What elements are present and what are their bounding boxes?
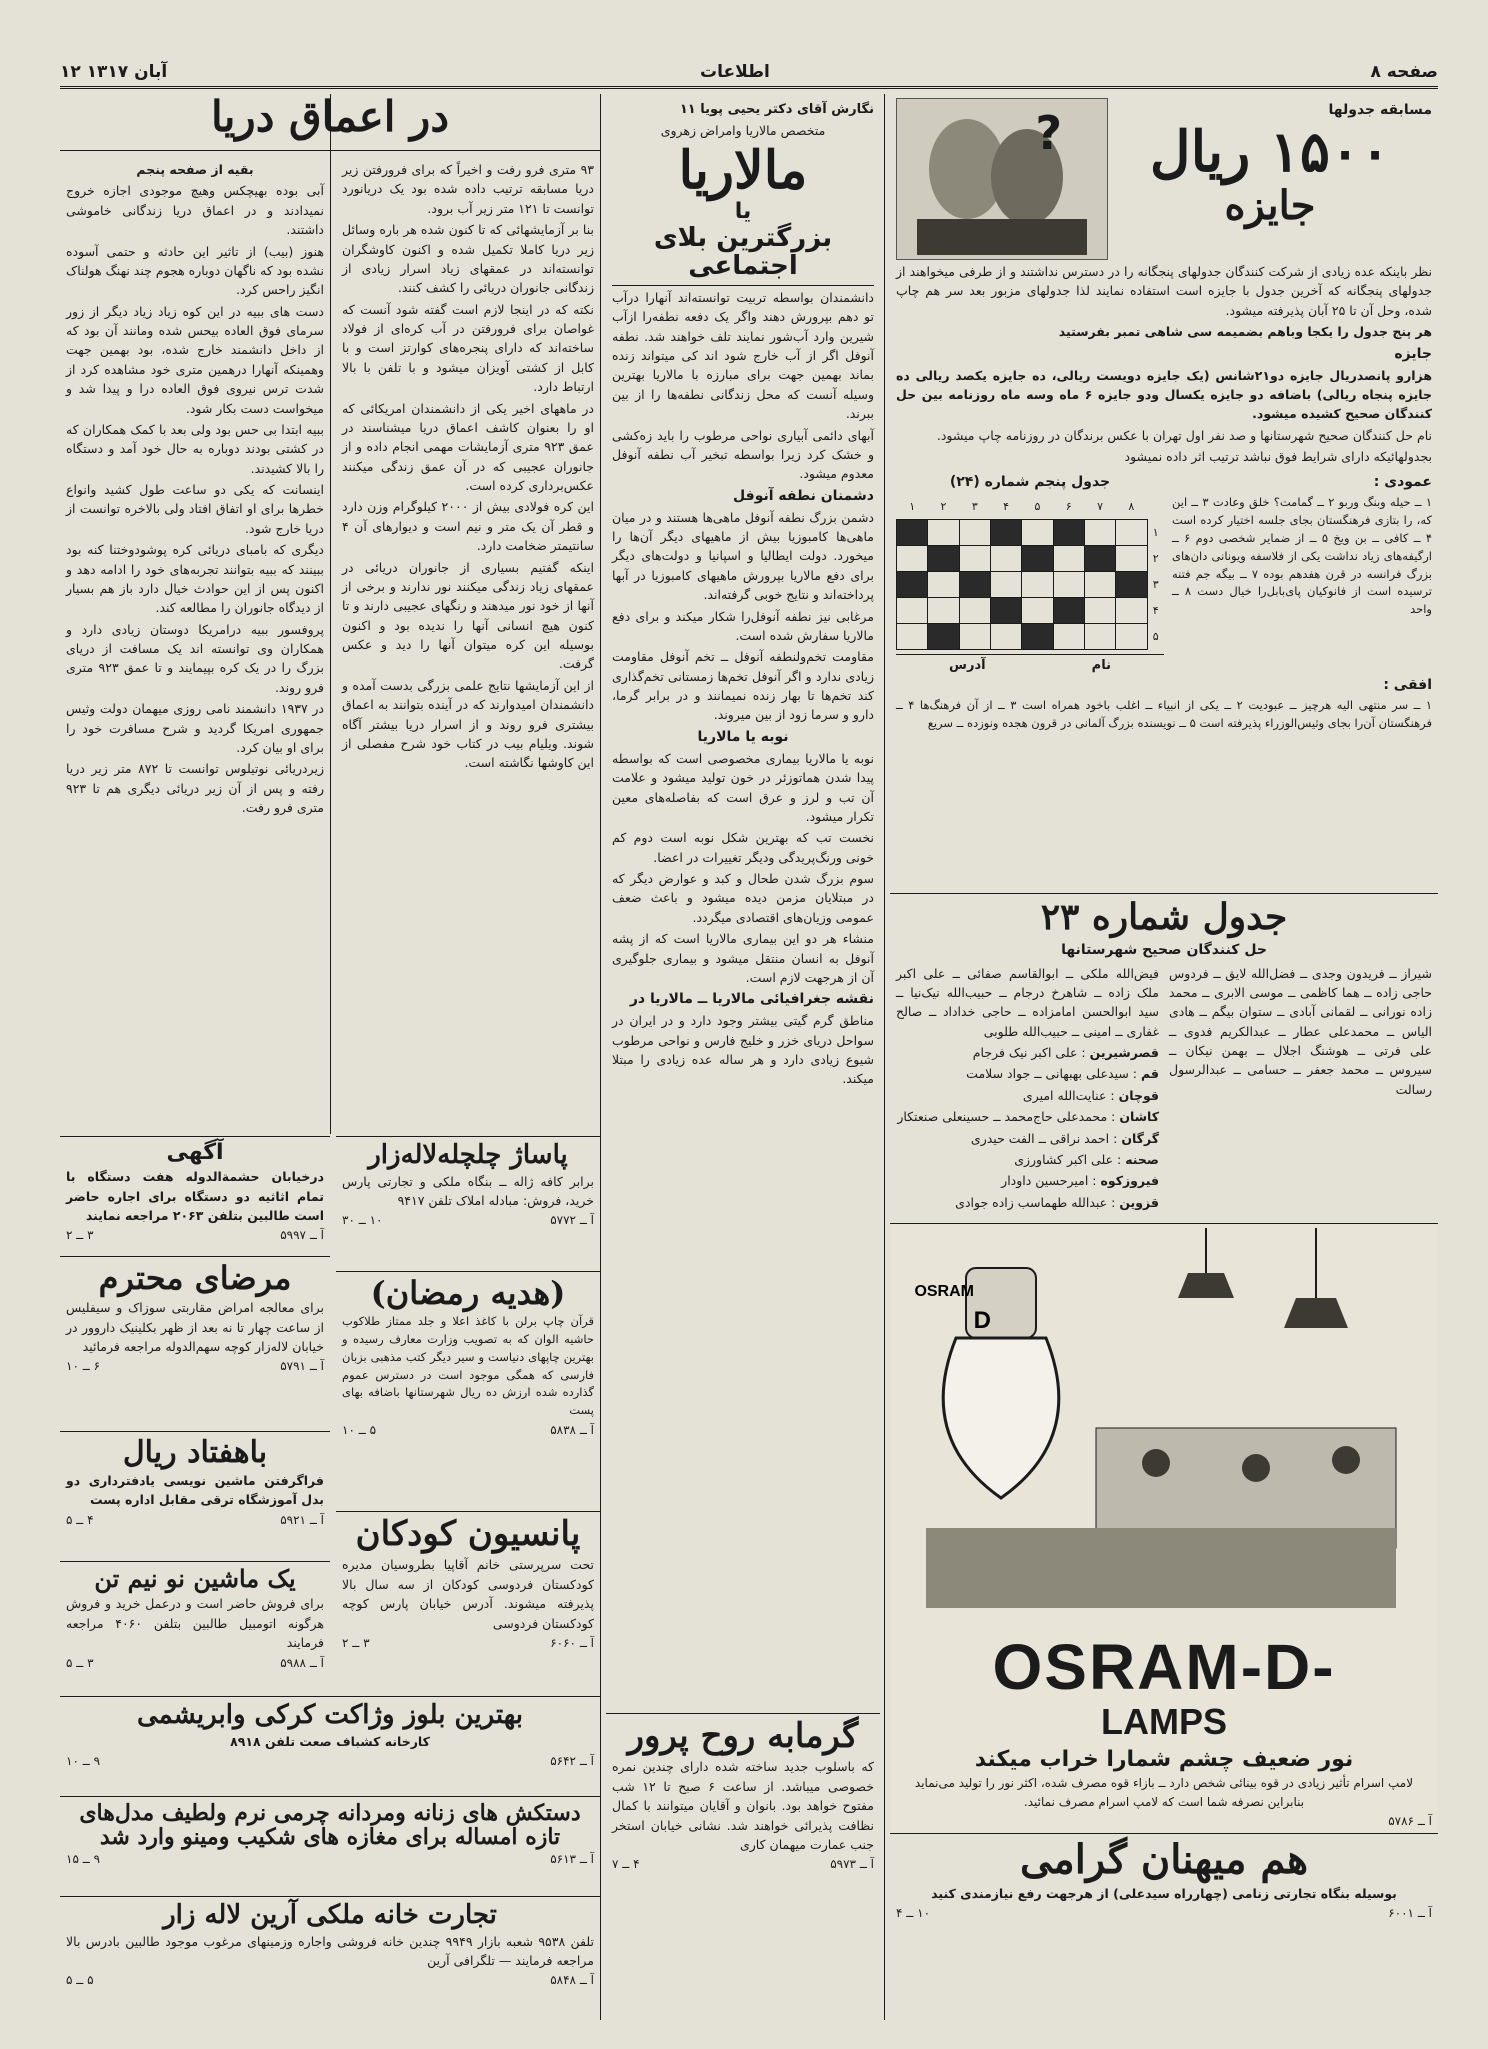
grid-row-number: ۱ bbox=[1152, 525, 1159, 539]
gloves-ad bbox=[60, 1797, 600, 1897]
solvers-list: جدول شماره ۲۳ حل کنندگان صحیح شهرستانها شیراز ــ فریدون وجدی ــ فضل‌الله لایق ــ فردوس حاجی زاده ــ هما کاظمی ــ موسی الابری ــ محمد زاده نورانی ــ لقمانی آبادی ــ ستوان بیگم ــ هادی الیاس ــ محمدعلی عطار ــ عبدالکریم فدوی ــ علی فرتی ــ هوشنگ اجلال ــ بهمن نیکان ــ سیروس ــ محمد جعفر ــ حسامی ــ عبدالرسول رسالت فیض‌الله ملکی ــ ابوالقاسم صفائی ــ علی اکبر ملک زاده ــ شاهرخ درجام ــ حبیب‌الله نیک‌نیا ــ سید ابوالحسن امامزاده ــ حاجی خداداد ــ صالح غفاری ــ امینی ــ حبیب‌الله طلوبی قصرشیرین : علی اکبر نیک فرجام قم : سیدعلی بهبهانی ــ جواد سلامت قوچان : عنایت‌الله امیری کاشان : محمدعلی حاج‌محمد ــ حسینعلی صنعتکار گرگان : احمد نراقی ــ الفت حیدری صحنه : علی اکبر کشاورزی فیروزکوه : امیرحسین داودار قزوین : عبدالله طهماسب زاده جوادی bbox=[890, 894, 1438, 1224]
city-solvers: محمدعلی حاج‌محمد ــ حسینعلی صنعتکار bbox=[897, 1109, 1108, 1125]
passage-body: برابر کافه ژاله ــ بنگاه ملکی و تجارتی پارس خرید، فروش: مبادله املاک تلفن ۹۴۱۷ bbox=[342, 1173, 594, 1208]
grid-black-cell bbox=[1053, 597, 1084, 623]
grid-cell[interactable] bbox=[928, 571, 959, 597]
solvers-title: جدول شماره ۲۳ bbox=[1040, 896, 1288, 938]
car-title: یک ماشین نو نیم تن bbox=[94, 1564, 296, 1593]
paragraph: این کره فولادی بیش از ۲۰۰۰ کیلوگرام وزن دارد و قطر آن یک متر و نیم است و دیوارهای آن ۴ سانتیمتر ضخامت دارد. bbox=[342, 499, 594, 554]
bazaar-title: هم میهنان گرامی bbox=[1019, 1836, 1309, 1883]
city-solvers: احمد نراقی ــ الفت حیدری bbox=[970, 1130, 1110, 1146]
prize-text: هزارو پانصدریال جایزه دو۲۱شانس (یک جایزه دویست ریالی، ده جایزه یکصد ریالی ده جایزه پنجاه ریالی) باضافه دو جایزه یکسال ودو جایزه ۶ ماه وسه ماه روزنامه بین حل کنندگان صحیح کشیده میشود. bbox=[896, 367, 1432, 422]
bottom-ads bbox=[60, 1696, 600, 2017]
bazaar-body: بوسیله بنگاه تجارتی زنامی (چهارراه سیدعلی) از هرجهت رفع نیازمندی کنید bbox=[931, 1886, 1397, 1901]
grid-black-cell bbox=[990, 519, 1021, 545]
grid-column-number: ۷ bbox=[1097, 500, 1104, 514]
section-heading: دشمنان نطفه آنوفل bbox=[733, 487, 874, 504]
city-solvers: سیدعلی بهبهانی ــ جواد سلامت bbox=[966, 1066, 1129, 1082]
grid-black-cell bbox=[990, 597, 1021, 623]
grid-column-number: ۸ bbox=[1128, 500, 1135, 514]
paragraph: مناطق گرم گیتی بیشتر وجود دارد و در ایران در سواحل دریای خزر و خلیج فارس و نواحی مرطوب شیوع زیادی دارد و هر ساله عده زیادی را مبتلا میکند. bbox=[612, 1013, 874, 1087]
blouse-ad bbox=[60, 1697, 600, 1797]
grid-title: جدول پنجم شماره (۲۴) bbox=[949, 474, 1111, 491]
grid-column-number: ۳ bbox=[971, 500, 978, 514]
grid-column-number: ۵ bbox=[1034, 500, 1041, 514]
prize-amount: ۱۵۰۰ ریال bbox=[1149, 119, 1391, 185]
city-name: قصرشیرین bbox=[1089, 1045, 1159, 1061]
grid-cell[interactable] bbox=[1053, 571, 1084, 597]
ad-phone: آ ــ ۵۹۷۳ bbox=[830, 1857, 874, 1872]
grid-black-cell bbox=[1022, 545, 1053, 571]
osram-headline: نور ضعیف چشم شمارا خراب میکند bbox=[974, 1746, 1354, 1772]
grid-cell[interactable] bbox=[897, 597, 928, 623]
column-rule bbox=[884, 94, 885, 2020]
ramadan-body: قرآن چاپ برلن با کاغذ اعلا و جلد ممتاز طلاکوب حاشیه الوان که به تصویب وزارت معارف رسیده و بهترین چاپهای دنیاست و سیر دیگر کتب مذهبی بزبان فارسی که همگی موجود است در دسترس عموم گذارده شده ارزش ده ریال شهرستانها باضافه بهای پست bbox=[342, 1314, 594, 1418]
city-name: قم bbox=[1141, 1066, 1159, 1082]
seventy-title: باهفتاد ریال bbox=[122, 1435, 268, 1470]
paragraph: از این آزمایشها نتایج علمی بزرگی بدست آمده و دانشمندان امیدوارند که در آینده بتوانند به اعماق بیشتری فرو روند و از اسرار دریا بیشتر آگاه شوند. ویلیام بیب در کتاب خود شرح مفصلی از این کاوشها نگاشته است. bbox=[342, 677, 594, 771]
paragraph: اینسانت که یکی دو ساعت طول کشید وانواع خطرها برای او اتفاق افتاد ولی بالاخره توانست از دریا خارج شود. bbox=[66, 482, 324, 536]
paragraph: منشاء هر دو این بیماری مالاریا است که از پشه آنوفل به انسان منتقل میشود و بیماری جلوگیری آن از هرجهت لازم است. bbox=[612, 931, 874, 985]
grid-cell[interactable] bbox=[1022, 571, 1053, 597]
masthead: اطلاعات bbox=[700, 62, 770, 82]
grid-cell[interactable] bbox=[1116, 597, 1147, 623]
article-subtitle: بزرگترین بلای اجتماعی bbox=[612, 224, 874, 286]
ad-ref: ۵ ــ ۵ bbox=[66, 1973, 94, 1988]
article-specialty: متخصص مالاریا وامراض زهروی bbox=[660, 123, 826, 138]
ad-ref: ۶ ــ ۱۰ bbox=[66, 1359, 101, 1374]
grid-cell[interactable] bbox=[1022, 519, 1053, 545]
svg-text:?: ? bbox=[1035, 106, 1062, 160]
grid-cell[interactable] bbox=[1022, 597, 1053, 623]
grid-cell[interactable] bbox=[897, 545, 928, 571]
ad-ref: ۴ ــ ۷ bbox=[612, 1857, 640, 1872]
city-name: قزوین bbox=[1119, 1194, 1159, 1210]
bulb-label: OSRAM bbox=[914, 1283, 974, 1300]
arian-title: تجارت خانه ملکی آرین لاله زار bbox=[163, 1900, 497, 1930]
blouse-body: کارخانه کشباف صعت تلفن ۸۹۱۸ bbox=[230, 1733, 430, 1749]
city-name: صحنه bbox=[1125, 1151, 1159, 1167]
grid-cell[interactable] bbox=[1116, 519, 1147, 545]
paragraph: هنوز (بیب) از تاثیر این حادثه و حتمی آسوده نشده بود که ناگهان دوباره هجوم چند نهنگ هولناک انگیز راحس کرد. bbox=[66, 243, 324, 298]
puzzle-contest bbox=[890, 94, 1438, 894]
grid-row-number: ۲ bbox=[1152, 551, 1159, 565]
grid-column-number: ۲ bbox=[940, 500, 947, 514]
city-solvers: عنایت‌الله امیری bbox=[1022, 1087, 1107, 1103]
sea-article-header bbox=[60, 94, 600, 151]
paragraph: آبی بوده بهیچکس وهیچ موجودی اجازه خروج نمیدادند و در اعماق دریا زندگانی خاموشی داشتند. bbox=[66, 183, 324, 238]
ad-phone: آ ــ ۵۸۴۸ bbox=[550, 1973, 594, 1988]
section-heading: نقشه جغرافیائی مالاریا ــ مالاریا در bbox=[629, 991, 874, 1008]
grid-cell[interactable] bbox=[1084, 571, 1115, 597]
ad-ref: ۱۰ ــ ۴ bbox=[896, 1906, 931, 1921]
ad-ref: ۳ ــ ۲ bbox=[342, 1635, 370, 1650]
city-name: کاشان bbox=[1119, 1109, 1159, 1125]
article-byline: نگارش آقای دکتر یحیی پویا ۱۱ bbox=[679, 102, 874, 117]
article-title: مالاریا bbox=[678, 140, 808, 202]
grid-cell[interactable] bbox=[990, 545, 1021, 571]
grid-cell[interactable] bbox=[990, 571, 1021, 597]
grid-black-cell bbox=[1116, 571, 1147, 597]
osram-ad bbox=[890, 1224, 1438, 1834]
column-rule bbox=[600, 94, 601, 2020]
ad-phone: آ ــ ۶۰۰۱ bbox=[1388, 1906, 1432, 1921]
grid-cell[interactable] bbox=[1116, 623, 1147, 649]
page-number: صفحه ۸ bbox=[1370, 62, 1438, 82]
ad-phone: آ ــ ۵۸۳۸ bbox=[550, 1423, 594, 1438]
grid-row-number: ۳ bbox=[1152, 577, 1159, 591]
grid-cell[interactable] bbox=[1084, 597, 1115, 623]
osram-brand: OSRAM-D- bbox=[992, 1631, 1336, 1703]
article-connector: یا bbox=[734, 198, 752, 224]
ramadan-title: (هدیه رمضان) bbox=[370, 1274, 566, 1312]
horizontal-clues: ۱ ــ سر منتهی الیه هرچیز ــ عبودیت ۲ ــ یکی از انبیاء ــ اغلب باخود همراه است ۳ ــ از آن فرهنگ‌ها ۴ ــ فرهنگستان آن‌را بجای وثیس‌الوزراء پذیرفته است ۵ ــ نویسنده بزرگ آلمانی در قرون هجده ونوزده ــ سریع bbox=[896, 697, 1433, 730]
ad-ref: ۱۰ ــ ۳۰ bbox=[342, 1213, 383, 1228]
pension-body: تحت سرپرستی خانم آقاپیا بطروسیان مدیره کودکستان فردوسی کودکان از سه سال بالا پذیرفته میشوند. آدرس خیابان پارس کوچه کودکستان فردوسی bbox=[342, 1557, 594, 1631]
notice-ad bbox=[60, 1137, 330, 1257]
ad-phone: آ ــ ۵۷۷۲ bbox=[550, 1213, 594, 1228]
ad-ref: ۳ ــ ۲ bbox=[66, 1228, 94, 1243]
blouse-title: بهترین بلوز وژاکت کرکی وابریشمی bbox=[137, 1700, 523, 1730]
paragraph: بنا بر آزمایشهائی که تا کنون شده هر باره وسائل زیر دریا کاملا تکمیل شده و اکنون کاوشگران توانسته‌اند در عمقهای زیاد اسرار زیادی از زندگانی جانوران دریائی را کشف کنند. bbox=[342, 222, 594, 296]
grid-cell[interactable] bbox=[928, 519, 959, 545]
grid-cell[interactable] bbox=[928, 597, 959, 623]
crossword-grid bbox=[896, 494, 1164, 650]
paragraph: اینکه گفتیم بسیاری از جانوران دریائی در عمقهای زیاد زندگی میکنند نور ندارند و برخی از آنها از خود نور میدهند و رنگهای عجیبی دارند و تا کنون هیچ انسانی آنها را ندیده بود و اکنون بوسیله این کره میتوان آنها را دید و عکس گرفت. bbox=[342, 559, 594, 672]
grid-row-number: ۴ bbox=[1152, 603, 1159, 617]
paragraph: دست های ببیه در این کوه زیاد زیاد دیگر از زور سرمای فوق العاده بیحس شده ومانند آن بود که از داخل دانشمند خارج شده، بود بهمین جهت وهمینکه آنهارا درهمین متری خود مشاهده کرد از شدت ترس نیروی فوق العاده درا و پیدا شد و میخواست دست بکار شود. bbox=[66, 303, 324, 416]
gloves-title: دستکش های زنانه ومردانه چرمی نرم ولطیف مدل‌های تازه امساله برای مغازه های شکیب ومینو وارد شد bbox=[79, 1800, 581, 1851]
ad-ref: ۴ ــ ۵ bbox=[66, 1512, 94, 1527]
horizontal-heading: افقی : bbox=[1383, 676, 1432, 693]
grid-black-cell bbox=[959, 571, 990, 597]
city-solvers: امیرحسین داودار bbox=[1001, 1173, 1089, 1189]
prize-word: جایزه bbox=[1224, 181, 1316, 229]
paragraph: پروفسور ببیه درامریکا دوستان زیادی دارد و همکاران وی توانسته اند یک مسافت از دریای بزرگ را در یک کره بپیمایند و تا عمق ۹۲۳ متری فرو روند. bbox=[66, 621, 324, 695]
prize-text-2: نام حل کنندگان صحیح شهرستانها و صد نفر اول تهران با عکس برندگان در روزنامه چاپ میشود. bbox=[936, 427, 1432, 443]
paragraph: دشمن بزرگ نطفه آنوفل ماهی‌ها هستند و در میان ماهی‌ها کامبوزیا بیش از ماهیهای دیگر آن‌ها را میخورد. دولت ایطالیا و اسپانیا و دولت‌های دیگر برای دفع مالاریا بپرورش ماهیهای کامبوزیا در آبها پرداخته‌اند و نتایج خوبی گرفته‌اند. bbox=[612, 509, 874, 603]
ad-ref: ۵ ــ ۱۰ bbox=[342, 1423, 377, 1438]
city-solvers: علی اکبر کشاورزی bbox=[1014, 1151, 1114, 1167]
seventy-body: فراگرفتن ماشین نویسی یادفترداری دو بدل آموزشگاه ترقی مقابل اداره پست bbox=[66, 1473, 324, 1508]
ad-phone: آ ــ ۵۷۹۱ bbox=[280, 1359, 324, 1374]
grid-cell[interactable] bbox=[1116, 545, 1147, 571]
grid-cell[interactable] bbox=[1053, 623, 1084, 649]
ad-phone: آ ــ ۵۶۴۲ bbox=[550, 1753, 594, 1768]
notice-body: درخیابان حشمةالدوله هفت دستگاه با تمام اثاثیه دو دستگاه برای اجاره حاضر است طالبین بتلفن ۲۰۶۳ مراجعه نمایند bbox=[66, 1169, 324, 1223]
grid-black-cell bbox=[928, 545, 959, 571]
puzzle-instructions: هر پنج جدول را یکجا وباهم بضمیمه سی شاهی تمبر بفرستید bbox=[1058, 324, 1432, 340]
contest-label: مسابقه جدولها bbox=[1328, 102, 1432, 118]
arian-ad bbox=[60, 1897, 600, 2017]
osram-body: لامپ اسرام تأثیر زیادی در قوه بینائی شخص دارد ــ بازاء قوه مصرف شده، اکثر نور را تولید می‌نماید بنابراین نصرفه شما است که لامپ اسرام مصرف نمائید. bbox=[914, 1776, 1414, 1809]
patients-title: مرضای محترم bbox=[98, 1259, 292, 1297]
ad-phone: آ ــ ۵۹۲۱ bbox=[280, 1512, 324, 1527]
vertical-heading: عمودی : bbox=[1373, 474, 1432, 491]
right-column bbox=[890, 94, 1438, 1984]
paragraph: مقاومت تخم‌ولنطفه آنوفل ــ تخم آنوفل مقاومت زیادی ندارد و اگر آنوفل تخم‌ها زمستانی تخم‌گذاری کند تخم‌ها تا بهار زنده نمیمانند و در برابر گرما، دارو و سرما زود از بین میروند. bbox=[612, 649, 874, 723]
grid-cell[interactable] bbox=[1084, 519, 1115, 545]
pension-ad bbox=[336, 1512, 600, 1692]
osram-illustration bbox=[896, 1228, 1432, 1628]
car-body: برای فروش حاضر است و درعمل خرید و فروش هرگونه اتومبیل طالبین بتلفن ۴۰۶۰ مراجعه فرمایند bbox=[66, 1596, 324, 1651]
grid-column-number: ۱ bbox=[909, 500, 916, 514]
section-heading: نوبه یا مالاریا bbox=[697, 728, 789, 745]
paragraph: آبهای دائمی آبیاری نواحی مرطوب را باید زه‌کشی و خشک کرد زیرا بواسطه تبخیر آب نطفه آنوفل معدوم میشود. bbox=[612, 427, 874, 482]
paragraph: دانشمندان بواسطه تربیت توانسته‌اند آنهارا درآب تو دهم بپرورش دهند واگر یک دفعه نطفه‌را ازآب شیرین وارد آب‌شور نمایند تلف خواهند شد. نطفه آنوفل اگر از آب خارج شود اند کی میتواند زنده بماند بهمین جهت برای مبارزه با مالاریا بهترین وسیله آنست که محل زندگانی نطفه‌ها را از بین ببرند. bbox=[612, 289, 874, 422]
passage-ad bbox=[336, 1137, 600, 1272]
grid-cell[interactable] bbox=[959, 519, 990, 545]
city-name: گرگان bbox=[1121, 1130, 1159, 1146]
solvers-right: شیراز ــ فریدون وجدی ــ فضل‌الله لایق ــ فردوس حاجی زاده ــ هما کاظمی ــ موسی الابری ــ محمد زاده نورانی ــ لقمانی آبادی ــ ستوان بیگم ــ هادی الیاس ــ محمدعلی عطار ــ عبدالکریم فدوی ــ علی فرتی ــ هوشنگ اجلال ــ بهمن نیکان ــ سیروس ــ محمد جعفر ــ حسامی ــ عبدالرسول رسالت bbox=[1169, 965, 1432, 1097]
paragraph: زیردریائی نوتیلوس توانست تا ۸۷۲ متر زیر دریا رفته و پس از آن زیر دریائی دیگری هم تا ۹۲۳ متری فرو رفت. bbox=[66, 761, 324, 815]
ad-phone: آ ــ ۵۹۹۷ bbox=[280, 1228, 324, 1243]
grid-row-number: ۵ bbox=[1152, 629, 1159, 643]
passage-title: پاساژ چلچله‌لاله‌زار bbox=[368, 1140, 568, 1170]
solvers-illustration-icon bbox=[897, 99, 1107, 259]
patients-ad bbox=[60, 1257, 330, 1432]
ad-phone: آ ــ ۶۰۶۰ bbox=[550, 1635, 594, 1650]
grid-cell[interactable] bbox=[990, 623, 1021, 649]
sea-title: در اعماق دریا bbox=[60, 94, 600, 151]
grid-column-number: ۴ bbox=[1003, 500, 1010, 514]
grid-black-cell bbox=[897, 571, 928, 597]
grid-cell[interactable] bbox=[959, 597, 990, 623]
city-name: قوچان bbox=[1118, 1087, 1159, 1103]
bazaar-ad bbox=[890, 1834, 1438, 1984]
grid-cell[interactable] bbox=[897, 623, 928, 649]
paragraph: ببیه ابتدا بی حس بود ولی بعد با کمک همکاران که در کشتی بودند دوباره به حال خود آمد و دستگاه را بالا کشیدند. bbox=[66, 421, 324, 476]
ad-ref: ۹ ــ ۱۵ bbox=[66, 1852, 101, 1867]
paragraph: در ۱۹۳۷ دانشمند نامی روزی میهمان دولت وثیس جمهوری امریکا گردید و شرح مسافرت خود را برای او بیان کرد. bbox=[66, 701, 325, 755]
bath-title: گرمابه روح پرور bbox=[627, 1716, 859, 1756]
ad-phone: آ ــ ۵۶۱۳ bbox=[550, 1852, 594, 1867]
ad-ref: ۹ ــ ۱۰ bbox=[66, 1753, 101, 1768]
bath-ad bbox=[606, 1714, 880, 2014]
city-name: فیروزکوه bbox=[1100, 1173, 1159, 1189]
bath-body: که باسلوب جدید ساخته شده دارای چندین نمره خصوصی میباشد. از ساعت ۶ صبح تا ۱۲ شب مفتوح خواهد بود. بانوان و آقایان میتوانند با کمال نظافت پذیرائی خواهند شد. نشانی خیابان استخر جنب عمارت میهمان کاری bbox=[612, 1759, 874, 1852]
solvers-left: فیض‌الله ملکی ــ ابوالقاسم صفائی ــ علی اکبر ملک زاده ــ شاهرخ درجام ــ حبیب‌الله نیک‌نیا ــ سید ابوالحسن امامزاده ــ حاجی خداداد ــ صالح غفاری ــ امینی ــ حبیب‌الله طلوبی bbox=[896, 965, 1159, 1039]
grid-black-cell bbox=[928, 623, 959, 649]
prize-heading: جایزه bbox=[1394, 345, 1432, 362]
left-ads-left bbox=[60, 1136, 330, 1692]
city-solvers: علی اکبر نیک فرجام bbox=[972, 1045, 1078, 1061]
paragraph: نخست تب که بهترین شکل نوبه است دوم کم خونی ورنگ‌پریدگی ودیگر تغییرات در اعضا. bbox=[612, 830, 874, 865]
grid-cell[interactable] bbox=[1084, 623, 1115, 649]
grid-cell[interactable] bbox=[959, 545, 990, 571]
vertical-clues: ۱ ــ حیله وبنگ وربو ۲ ــ گمامت؟ خلق وعادت ۳ ــ این که، را بتازی فرهنگستان بجای جلسه اختیار کرده است ۴ ــ کافی ــ بن ویخ ۵ ــ از ضمایر شخصی دوم ۶ ــ ارگیفه‌های زیاد نداشت یکی از فلاسفه ویونانی دان‌های بزرگ فرانسه در قرن هفدهم بوده ۷ ــ بیگه جم فتنه ترسیده است از فانوکیان پای‌بابل‌را خیال دست ۸ ــ واحد bbox=[1172, 495, 1433, 617]
puzzle-illustration bbox=[896, 98, 1108, 260]
left-ads-right bbox=[336, 1136, 600, 1692]
sea-article bbox=[336, 154, 600, 1134]
paragraph: ۹۳ متری فرو رفت و اخیراً که برای فرورفتن زیر دریا مسابقه ترتیب داده شده بود یک دریانورد توانست تا ۱۲۱ متر زیر آب برود. bbox=[342, 162, 594, 216]
bulb-letter: D bbox=[973, 1307, 991, 1334]
paragraph: دیگری که بامبای دریائی کره پوشودوختنا کنه بود ببینند که ببیه بتوانند تجربه‌های خود را ادامه دهد و اکنون پس از این حوادث خیال دارد باز هم بسیار از دیدگاه جانوران را مطالعه کند. bbox=[66, 542, 324, 616]
pension-title: پانسیون کودکان bbox=[355, 1514, 581, 1554]
grid-column-number: ۶ bbox=[1065, 500, 1072, 514]
sea-article-continued bbox=[60, 154, 330, 1134]
ramadan-ad bbox=[336, 1272, 600, 1512]
malaria-article bbox=[606, 94, 880, 1714]
seventy-rials-ad bbox=[60, 1432, 330, 1562]
continued-ref: بقیه از صفحه پنجم bbox=[136, 162, 254, 177]
grid-cell[interactable] bbox=[959, 623, 990, 649]
newspaper-page bbox=[60, 60, 1438, 2020]
paragraph: نوبه یا مالاریا بیماری مخصوصی است که بواسطه پیدا شدن هماتوزئر در خون تولید میشود و علامت آن تب و لرز و عرق است که بفاصله‌های معین تکرار میشود. bbox=[612, 750, 874, 824]
issue-date: ۱۲ آبان ۱۳۱۷ bbox=[60, 62, 168, 82]
grid-black-cell bbox=[1053, 519, 1084, 545]
paragraph: نکته که در اینجا لازم است گفته شود آنست که غواصان برای فرورفتن در آب کره‌ای از فولاد ساخته‌اند که دارای پنجره‌های کوارتز است و با کابل از کشتی آویزان میشود و با تلفن با بالا ارتباط دارد. bbox=[342, 301, 594, 395]
arian-body: تلفن ۹۵۳۸ شعبه بازار ۹۹۴۹ چندین خانه فروشی واجاره وزمینهای مرغوب موجود طالبین بادرس بالا مراجعه فرمایند — تلگرافی آرین bbox=[66, 1933, 594, 1968]
grid-black-cell bbox=[897, 519, 928, 545]
grid-black-cell bbox=[1084, 545, 1115, 571]
paragraph: در ماههای اخیر یکی از دانشمندان امریکائی که او را بعنوان کاشف اعماق دریا میشناسند در عمق ۹۲۳ متری آزمایشات مهمی انجام داده و از جانوران عجیبی که در آن عمق زندگی میکنند عکس‌برداری کرده است. bbox=[342, 400, 594, 493]
patients-body: برای معالجه امراض مقاربتی سوزاک و سیفلیس از ساعت چهار تا نه بعد از ظهر بکلینیک داروور در خیابان لاله‌زار کوچه سهم‌الدوله مراجعه فرمائید bbox=[66, 1300, 324, 1354]
ad-ref: ۳ ــ ۵ bbox=[66, 1655, 94, 1670]
osram-lamps: LAMPS bbox=[1101, 1701, 1227, 1743]
puzzle-intro: نظر باینکه عده زیادی از شرکت کنندگان جدولهای پنجگانه را در دسترس نداشتند و از طرفی میخواهند از جدولهای پنجگانه که آخرین جدول با جایزه است استفاده نمایند لذا جدولهای مزبور بعد سر هم چاپ شده، وحل آن تا ۲۵ آبان پذیرفته میشود. bbox=[896, 264, 1432, 318]
solvers-subtitle: حل کنندگان صحیح شهرستانها bbox=[1061, 941, 1267, 958]
malaria-column bbox=[606, 94, 880, 2014]
grid-black-cell bbox=[1022, 623, 1053, 649]
paragraph: مرغابی نیز نطفه آنوفل‌را شکار میکند و برای دفع مالاریا سفارش شده است. bbox=[612, 608, 874, 643]
city-solvers: عبدالله طهماسب زاده جوادی bbox=[955, 1194, 1108, 1210]
grid-cell[interactable] bbox=[1053, 545, 1084, 571]
ad-phone: آ ــ ۵۹۸۸ bbox=[280, 1655, 324, 1670]
notice-title: آگهی bbox=[166, 1140, 224, 1165]
address-label: آدرس bbox=[949, 657, 986, 673]
conditions: بجدولهائیکه دارای شرایط فوق نباشد ترتیب اثر داده نمیشود bbox=[1124, 449, 1432, 464]
ad-phone: آ ــ ۵۷۸۶ bbox=[1388, 1814, 1432, 1829]
page-header bbox=[60, 60, 1438, 89]
name-label: نام bbox=[1091, 657, 1111, 673]
paragraph: سوم بزرگ شدن طحال و کبد و عوارض دیگر که در مبتلایان مزمن دیده میشود و باعث ضعف عمومی وزیان‌های اقتصادی میگردد. bbox=[612, 871, 874, 925]
car-ad bbox=[60, 1562, 330, 1692]
column-rule bbox=[330, 94, 331, 1134]
